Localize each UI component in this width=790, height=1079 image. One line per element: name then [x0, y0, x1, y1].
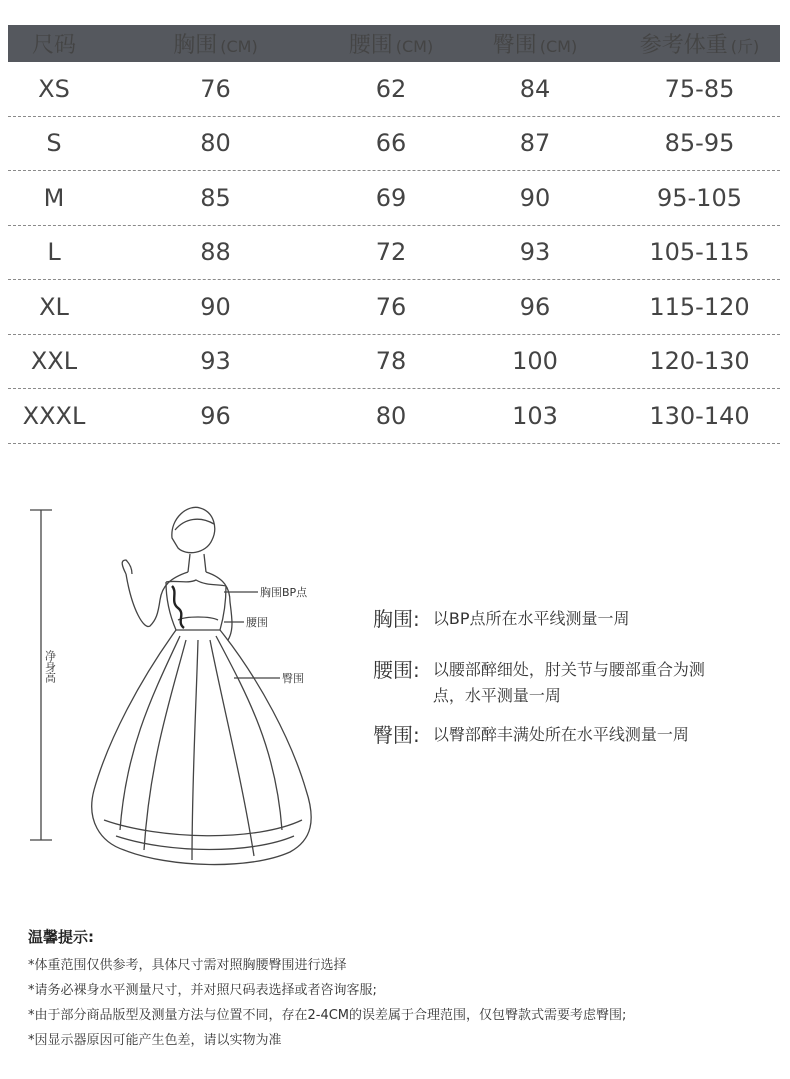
cell-bust: 76 — [200, 74, 231, 103]
size-table — [8, 25, 780, 444]
header-waist: 腰围 (CM) — [348, 33, 434, 58]
header-size: 尺码 — [31, 33, 76, 58]
cell-waist: 76 — [375, 292, 407, 321]
cell-hip: 90 — [519, 183, 551, 212]
table-header — [8, 25, 780, 62]
ball-gown-illustration — [20, 490, 380, 880]
waist-label: 腰围 — [246, 616, 268, 629]
cell-waist: 62 — [375, 74, 407, 103]
cell-bust: 88 — [200, 238, 231, 267]
tip-line: *因显示器原因可能产生色差，请以实物为准 — [28, 1033, 282, 1048]
header-bust: 胸围 (CM) — [173, 33, 258, 58]
cell-bust: 93 — [200, 347, 231, 376]
waist-key: 腰围: — [373, 658, 420, 682]
cell-size: XL — [39, 292, 69, 321]
cell-hip: 84 — [519, 74, 551, 103]
header-weight: 参考体重 (斤) — [639, 33, 760, 58]
bust-key: 胸围: — [373, 607, 420, 631]
cell-hip: 93 — [519, 238, 551, 267]
cell-waist: 69 — [375, 183, 407, 212]
cell-weight: 130-140 — [649, 401, 750, 430]
cell-bust: 90 — [200, 292, 231, 321]
cell-waist: 66 — [375, 129, 407, 158]
table-row — [8, 171, 780, 226]
hip-label: 臀围 — [282, 672, 304, 685]
cell-weight: 105-115 — [649, 238, 750, 267]
table-row — [8, 226, 780, 281]
cell-waist: 78 — [375, 347, 407, 376]
table-row — [8, 335, 780, 390]
height-label: 净身高 — [43, 650, 57, 683]
tips-section — [28, 926, 626, 1053]
cell-size: S — [46, 129, 62, 158]
bust-label: 胸围BP点 — [260, 586, 308, 599]
cell-bust: 85 — [200, 183, 231, 212]
cell-hip: 87 — [519, 129, 551, 158]
hip-text: 以臀部醉丰满处所在水平线测量一周 — [432, 725, 689, 744]
tip-line: *请务必裸身水平测量尺寸，并对照尺码表选择或者咨询客服; — [28, 983, 377, 998]
table-row — [8, 62, 780, 117]
hip-key: 臀围: — [373, 723, 420, 747]
cell-bust: 96 — [200, 401, 231, 430]
cell-weight: 120-130 — [649, 347, 750, 376]
waist-text-line-1: 以腰部醉细处，肘关节与腰部重合为测 — [432, 660, 705, 679]
tip-line: *由于部分商品版型及测量方法与位置不同，存在2-4CM的误差属于合理范围，仅包臀款式需要考虑臀围; — [28, 1008, 627, 1023]
tip-line: *体重范围仅供参考，具体尺寸需对照胸腰臀围进行选择 — [28, 958, 347, 973]
cell-bust: 80 — [200, 129, 231, 158]
cell-waist: 72 — [375, 238, 407, 267]
cell-hip: 96 — [519, 292, 551, 321]
cell-waist: 80 — [375, 401, 407, 430]
table-row — [8, 280, 780, 335]
hip-description — [373, 722, 689, 750]
cell-weight: 85-95 — [664, 129, 735, 158]
bust-text: 以BP点所在水平线测量一周 — [432, 609, 630, 628]
cell-hip: 100 — [512, 347, 558, 376]
head — [172, 507, 215, 552]
waist-description — [373, 657, 705, 709]
waist-text-line-2: 点，水平测量一周 — [432, 686, 561, 705]
cell-hip: 103 — [512, 401, 558, 430]
cell-size: XXXL — [22, 401, 86, 430]
cell-weight: 115-120 — [649, 292, 750, 321]
table-row — [8, 389, 780, 444]
bust-description — [373, 606, 629, 634]
cell-size: L — [47, 238, 61, 267]
tips-title: 温馨提示: — [28, 928, 94, 946]
cell-weight: 75-85 — [664, 74, 735, 103]
table-row — [8, 117, 780, 172]
cell-size: M — [43, 183, 65, 212]
cell-size: XS — [38, 74, 70, 103]
cell-weight: 95-105 — [656, 183, 742, 212]
cell-size: XXL — [30, 347, 78, 376]
header-hip: 臀围 (CM) — [492, 33, 578, 58]
